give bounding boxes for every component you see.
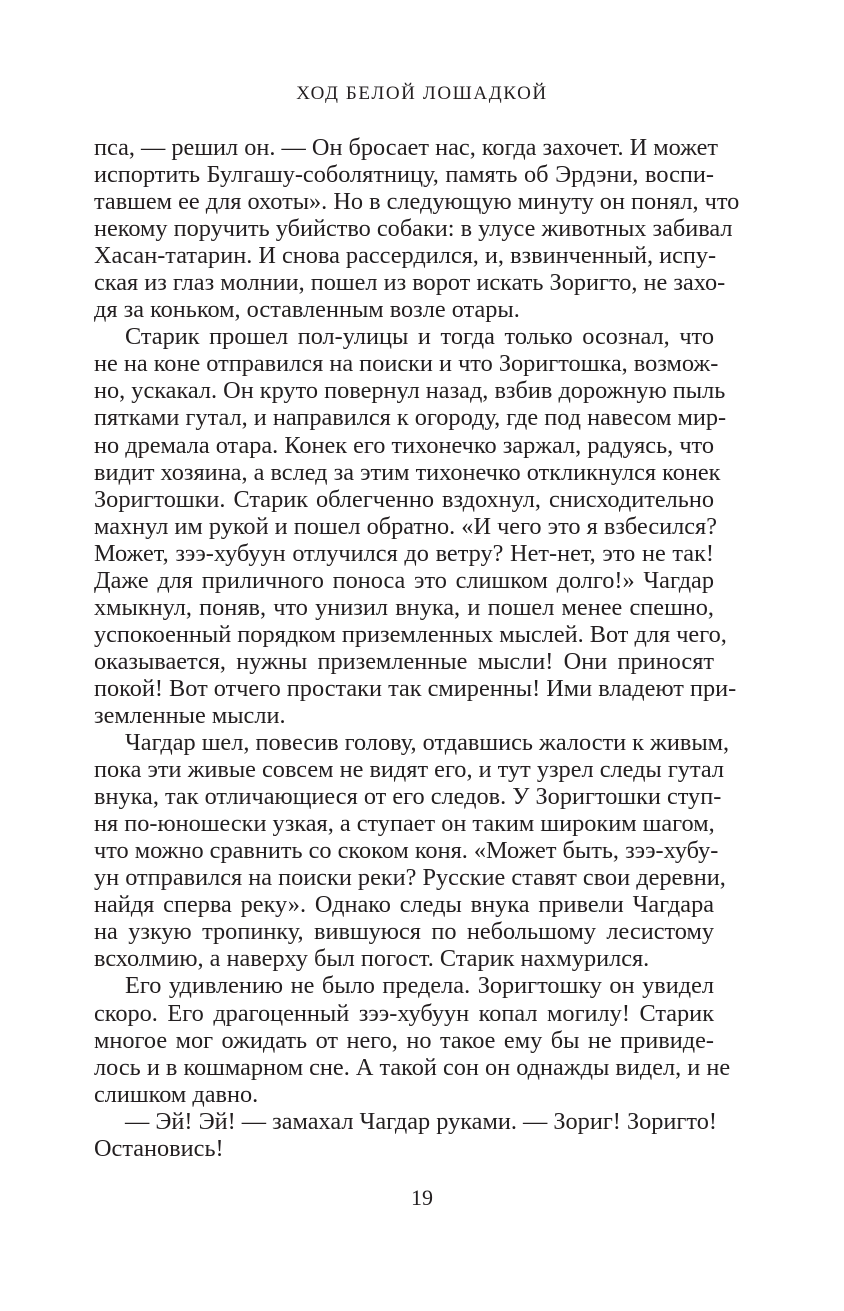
text-line: слишком давно. [94, 1080, 259, 1108]
text-line: махнул им рукой и пошел обратно. «И чего это я взбесился? [94, 512, 718, 540]
paragraph-first-line: Старик прошел пол-улицы и тогда только осознал, что [125, 323, 714, 351]
text-line: лось и в кошмарном сне. А такой сон он однажды видел, и не [94, 1053, 731, 1081]
text-line: внука, так отличающиеся от его следов. У Зоригтошки ступ- [94, 783, 722, 811]
text-line: покой! Вот отчего простаки так смиренны! Ими владеют при- [94, 674, 737, 702]
text-line: Даже для приличного поноса это слишком долго!» Чагдар [94, 566, 714, 594]
text-line: на узкую тропинку, вившуюся по небольшому лесистому [94, 918, 714, 946]
text-line: скоро. Его драгоценный зээ-хубуун копал могилу! Старик [94, 999, 714, 1027]
text-line: испортить Булгашу-соболятницу, память об Эрдэни, воспи- [94, 161, 714, 189]
text-line: что можно сравнить со скоком коня. «Может быть, зээ-хубу- [94, 837, 719, 865]
text-line: ун отправился на поиски реки? Русские ставят свои деревни, [94, 864, 726, 892]
text-line: Может, зээ-хубуун отлучился до ветру? Нет-нет, это не так! [94, 539, 714, 567]
text-line: оказывается, нужны приземленные мысли! Они приносят [94, 647, 714, 675]
text-line: пока эти живые совсем не видят его, и тут узрел следы гутал [94, 756, 724, 784]
page-number: 19 [411, 1185, 433, 1210]
text-line: Хасан-татарин. И снова рассердился, и, взвинченный, испу- [94, 242, 717, 270]
text-line: пятками гутал, и направился к огороду, где под навесом мир- [94, 404, 727, 432]
text-line: пса, — решил он. — Он бросает нас, когда захочет. И может [94, 134, 719, 161]
text-line: ня по-юношески узкая, а ступает он таким широким шагом, [94, 810, 715, 838]
paragraph-first-line: — Эй! Эй! — замахал Чагдар руками. — Зориг! Зоригто! [125, 1107, 717, 1135]
text-line: земленные мысли. [94, 701, 286, 729]
body-text [94, 134, 740, 1162]
running-title: ХОД БЕЛОЙ ЛОШАДКОЙ [296, 83, 548, 104]
text-line: хмыкнул, поняв, что унизил внука, и пошел менее спешно, [94, 593, 714, 621]
text-line: найдя сперва реку». Однако следы внука привели Чагдара [94, 891, 714, 919]
text-line: тавшем ее для охоты». Но в следующую минуту он понял, что [94, 188, 740, 216]
paragraph-first-line: Чагдар шел, повесив голову, отдавшись жалости к живым, [125, 729, 730, 757]
text-line: ская из глаз молнии, пошел из ворот искать Зоригто, не захо- [94, 269, 726, 297]
text-line: но, ускакал. Он круто повернул назад, взбив дорожную пыль [94, 377, 726, 405]
text-line: всхолмию, а наверху был погост. Старик нахмурился. [94, 945, 650, 973]
text-line: некому поручить убийство собаки: в улусе животных забивал [94, 215, 733, 243]
text-line: видит хозяина, а вслед за этим тихонечко откликнулся конек [94, 458, 721, 486]
text-line: Остановись! [94, 1134, 224, 1162]
paragraph-first-line: Его удивлению не было предела. Зоригтошку он увидел [125, 972, 714, 1000]
text-line: успокоенный порядком приземленных мыслей. Вот для чего, [94, 620, 727, 648]
text-line: но дремала отара. Конек его тихонечко заржал, радуясь, что [94, 431, 714, 459]
text-line: Зоригтошки. Старик облегченно вздохнул, снисходительно [94, 485, 714, 513]
text-line: многое мог ожидать от него, но такое ему бы не привиде- [94, 1026, 714, 1054]
text-line: не на коне отправился на поиски и что Зоригтошка, возмож- [94, 350, 719, 378]
text-line: дя за коньком, оставленным возле отары. [94, 296, 520, 324]
